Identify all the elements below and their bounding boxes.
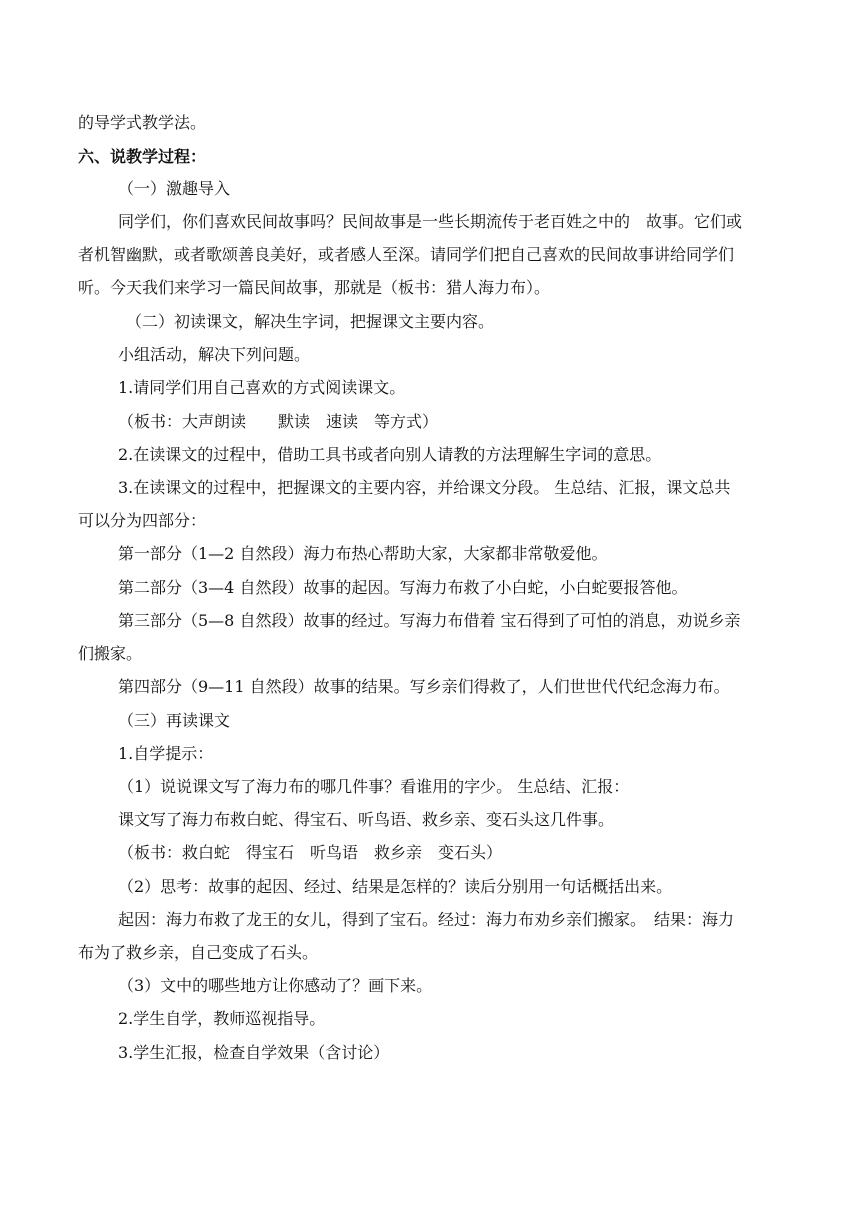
- list-item: 1.请同学们用自己喜欢的方式阅读课文。: [118, 378, 406, 397]
- subheading: （一）激趣导入: [118, 179, 231, 198]
- text-line: 同学们，你们喜欢民间故事吗？民间故事是一些长期流传于老百姓之中的 故事。它们或: [118, 212, 743, 231]
- text-line: 第三部分（5—8 自然段）故事的经过。写海力布借着 宝石得到了可怕的消息，劝说乡亲: [118, 611, 741, 630]
- text-line: 起因：海力布救了龙王的女儿，得到了宝石。经过：海力布劝乡亲们搬家。 结果：海力: [118, 910, 735, 929]
- board-note: （板书：救白蛇 得宝石 听鸟语 救乡亲 变石头）: [118, 843, 503, 862]
- text-line: 第四部分（9—11 自然段）故事的结果。写乡亲们得救了，人们世世代代纪念海力布。: [118, 677, 730, 696]
- text-line: 第二部分（3—4 自然段）故事的起因。写海力布救了小白蛇，小白蛇要报答他。: [118, 578, 688, 597]
- text-line: 小组活动，解决下列问题。: [118, 345, 311, 364]
- list-item: 3.在读课文的过程中，把握课文的主要内容，并给课文分段。 生总结、汇报，课文总共: [118, 478, 731, 497]
- text-line: 者机智幽默，或者歌颂善良美好，或者感人至深。请同学们把自己喜欢的民间故事讲给同学们: [78, 245, 735, 264]
- text-line: 可以分为四部分：: [78, 511, 207, 530]
- list-item: （3）文中的哪些地方让你感动了？画下来。: [118, 976, 433, 995]
- text-line: 布为了救乡亲，自己变成了石头。: [78, 943, 319, 962]
- list-item: （2）思考：故事的起因、经过、结果是怎样的？读后分别用一句话概括出来。: [118, 877, 673, 896]
- list-item: 3.学生汇报，检查自学效果（含讨论）: [118, 1043, 390, 1062]
- subheading: （二）初读课文，解决生字词，把握课文主要内容。: [126, 312, 495, 331]
- list-item: 1.自学提示：: [118, 744, 214, 763]
- subheading: （三）再读课文: [118, 711, 231, 730]
- text-line: 课文写了海力布救白蛇、得宝石、听鸟语、救乡亲、变石头这几件事。: [118, 810, 615, 829]
- text-line: 听。今天我们来学习一篇民间故事，那就是（板书：猎人海力布）。: [78, 278, 551, 297]
- text-line: 的导学式教学法。: [78, 113, 207, 132]
- list-item: 2.在读课文的过程中，借助工具书或者向别人请教的方法理解生字词的意思。: [118, 445, 662, 464]
- list-item: 2.学生自学，教师巡视指导。: [118, 1009, 326, 1028]
- text-line: 第一部分（1—2 自然段）海力布热心帮助大家，大家都非常敬爱他。: [118, 544, 608, 563]
- section-heading: 六、说教学过程：: [78, 147, 207, 166]
- board-note: （板书：大声朗读 默读 速读 等方式）: [118, 412, 439, 431]
- text-line: 们搬家。: [78, 644, 143, 663]
- list-item: （1）说说课文写了海力布的哪几件事？看谁用的字少。 生总结、汇报：: [118, 777, 630, 796]
